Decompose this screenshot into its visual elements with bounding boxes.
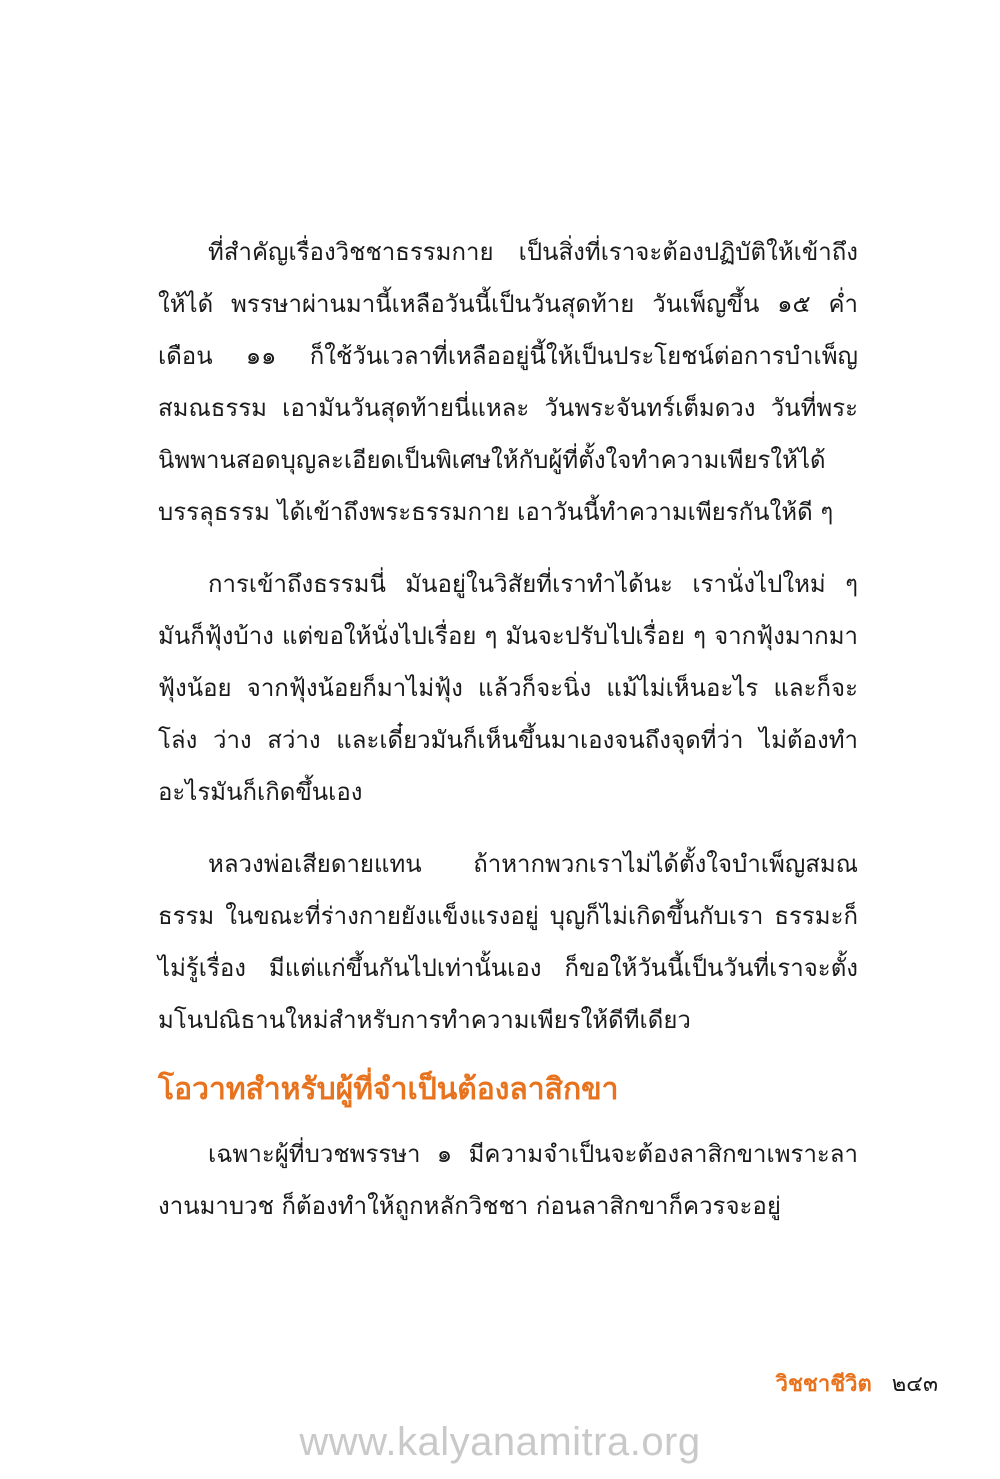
page-number: ๒๔๓ [891, 1372, 938, 1397]
website-watermark: www.kalyanamitra.org [299, 1420, 701, 1464]
page-footer [776, 1366, 938, 1401]
section-heading: โอวาทสำหรับผู้ที่จำเป็นต้องลาสิกขา [158, 1072, 619, 1107]
book-title: วิชชาชีวิต [775, 1372, 872, 1397]
body-paragraph-3: หลวงพ่อเสียดายแทน ถ้าหากพวกเราไม่ได้ตั้งใจบำเพ็ญสมณธรรม ในขณะที่ร่างกายยังแข็งแรงอยู่ บุญก็ไม่เกิดขึ้นกับเรา ธรรมะก็ไม่รู้เรื่อง มีแต่แก่ขึ้นกันไปเท่านั้นเอง ก็ขอให้วันนี้เป็นวันที่เราจะตั้งมโนปณิธานใหม่สำหรับการทำความเพียรให้ดีทีเดียว [158, 850, 858, 1034]
page-body [158, 226, 858, 1232]
section-paragraph: เฉพาะผู้ที่บวชพรรษา ๑ มีความจำเป็นจะต้องลาสิกขาเพราะลางานมาบวช ก็ต้องทำให้ถูกหลักวิชชา ก่อนลาสิกขาก็ควรจะอยู่ [158, 1140, 858, 1220]
body-paragraph-1: ที่สำคัญเรื่องวิชชาธรรมกาย เป็นสิ่งที่เราจะต้องปฏิบัติให้เข้าถึงให้ได้ พรรษาผ่านมานี้เหลือวันนี้เป็นวันสุดท้าย วันเพ็ญขึ้น ๑๕ ค่ำ เดือน ๑๑ ก็ใช้วันเวลาที่เหลืออยู่นี้ให้เป็นประโยชน์ต่อการบำเพ็ญสมณธรรม เอามันวันสุดท้ายนี่แหละ วันพระจันทร์เต็มดวง วันที่พระนิพพานสอดบุญละเอียดเป็นพิเศษให้กับผู้ที่ตั้งใจทำความเพียรให้ได้บรรลุธรรม ได้เข้าถึงพระธรรมกาย เอาวันนี้ทำความเพียรกันให้ดี ๆ [158, 238, 858, 526]
body-paragraph-2: การเข้าถึงธรรมนี่ มันอยู่ในวิสัยที่เราทำได้นะ เรานั่งไปใหม่ ๆ มันก็ฟุ้งบ้าง แต่ขอให้นั่งไปเรื่อย ๆ มันจะปรับไปเรื่อย ๆ จากฟุ้งมากมาฟุ้งน้อย จากฟุ้งน้อยก็มาไม่ฟุ้ง แล้วก็จะนิ่ง แม้ไม่เห็นอะไร และก็จะโล่ง ว่าง สว่าง และเดี๋ยวมันก็เห็นขึ้นมาเองจนถึงจุดที่ว่า ไม่ต้องทำอะไรมันก็เกิดขึ้นเอง [158, 570, 858, 806]
